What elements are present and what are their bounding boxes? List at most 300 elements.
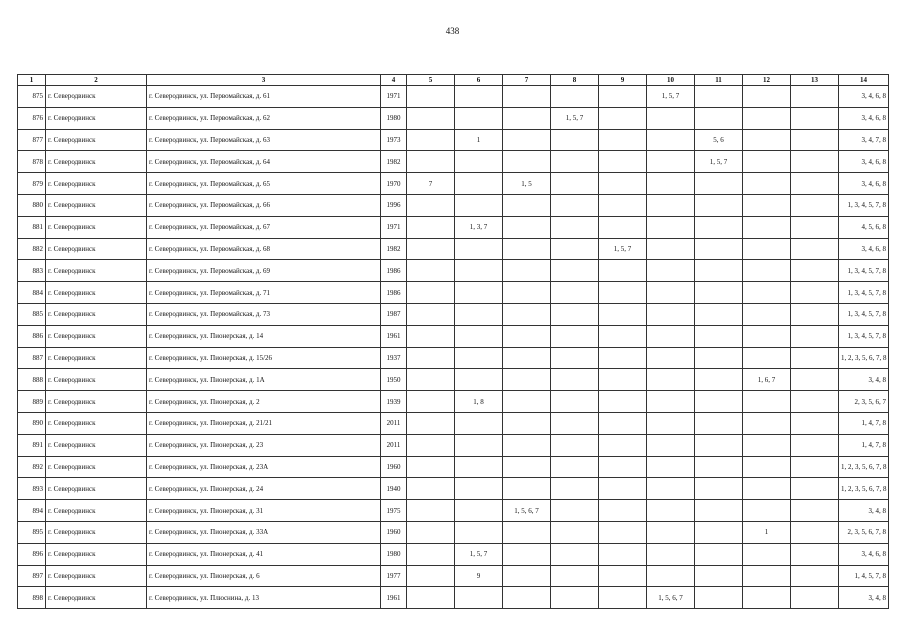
- col8-cell: [551, 434, 599, 456]
- address-cell: г. Северодвинск, ул. Плюснина, д. 13: [147, 587, 381, 609]
- table-row: [18, 391, 889, 413]
- col5-cell: [407, 325, 455, 347]
- col12-cell: [743, 282, 791, 304]
- col7-cell: [503, 325, 551, 347]
- city-cell: г. Северодвинск: [46, 129, 147, 151]
- col12-cell: [743, 86, 791, 108]
- city-cell: г. Северодвинск: [46, 216, 147, 238]
- address-cell: г. Северодвинск, ул. Первомайская, д. 63: [147, 129, 381, 151]
- col8-cell: [551, 456, 599, 478]
- col5-cell: [407, 194, 455, 216]
- col8-cell: [551, 369, 599, 391]
- col7-cell: [503, 369, 551, 391]
- col10-cell: [647, 478, 695, 500]
- city-cell: г. Северодвинск: [46, 325, 147, 347]
- row-number: 878: [18, 151, 46, 173]
- col9-cell: [599, 369, 647, 391]
- col10-cell: [647, 456, 695, 478]
- col7-cell: [503, 216, 551, 238]
- table-body: [18, 86, 889, 609]
- year-cell: 2011: [381, 434, 407, 456]
- col8-cell: [551, 500, 599, 522]
- city-cell: г. Северодвинск: [46, 260, 147, 282]
- col10-cell: [647, 107, 695, 129]
- city-cell: г. Северодвинск: [46, 456, 147, 478]
- city-cell: г. Северодвинск: [46, 173, 147, 195]
- year-cell: 1971: [381, 86, 407, 108]
- year-cell: 1986: [381, 260, 407, 282]
- col5-cell: [407, 412, 455, 434]
- col7-cell: [503, 151, 551, 173]
- table-row: [18, 521, 889, 543]
- col13-cell: [791, 216, 839, 238]
- col9-cell: [599, 456, 647, 478]
- col11-cell: [695, 347, 743, 369]
- address-cell: г. Северодвинск, ул. Пионерская, д. 1А: [147, 369, 381, 391]
- col5-cell: [407, 543, 455, 565]
- col5-cell: [407, 151, 455, 173]
- col10-cell: [647, 347, 695, 369]
- col12-cell: [743, 412, 791, 434]
- city-cell: г. Северодвинск: [46, 194, 147, 216]
- row-number: 886: [18, 325, 46, 347]
- col6-cell: [455, 434, 503, 456]
- col12-cell: [743, 325, 791, 347]
- col13-cell: [791, 151, 839, 173]
- row-number: 890: [18, 412, 46, 434]
- col6-cell: 1: [455, 129, 503, 151]
- table-row: [18, 151, 889, 173]
- col5-cell: 7: [407, 173, 455, 195]
- page-number: 438: [445, 26, 460, 36]
- col10-cell: [647, 129, 695, 151]
- col13-cell: [791, 260, 839, 282]
- col13-cell: [791, 587, 839, 609]
- col6-cell: 1, 3, 7: [455, 216, 503, 238]
- table-row: [18, 434, 889, 456]
- col6-cell: [455, 412, 503, 434]
- address-cell: г. Северодвинск, ул. Первомайская, д. 68: [147, 238, 381, 260]
- col9-cell: [599, 260, 647, 282]
- col6-cell: [455, 521, 503, 543]
- col6-cell: [455, 303, 503, 325]
- col11-cell: [695, 173, 743, 195]
- col9-cell: [599, 151, 647, 173]
- col11-cell: [695, 434, 743, 456]
- col6-cell: [455, 347, 503, 369]
- col11-cell: [695, 521, 743, 543]
- col13-cell: [791, 107, 839, 129]
- col7-cell: 1, 5: [503, 173, 551, 195]
- col14-cell: 1, 2, 3, 5, 6, 7, 8: [839, 478, 889, 500]
- row-number: 887: [18, 347, 46, 369]
- col13-cell: [791, 565, 839, 587]
- col14-cell: 1, 4, 7, 8: [839, 412, 889, 434]
- col14-cell: 1, 3, 4, 5, 7, 8: [839, 282, 889, 304]
- col7-cell: [503, 282, 551, 304]
- col7-cell: [503, 565, 551, 587]
- col8-cell: [551, 260, 599, 282]
- row-number: 891: [18, 434, 46, 456]
- col9-cell: [599, 303, 647, 325]
- col13-cell: [791, 369, 839, 391]
- col8-cell: 1, 5, 7: [551, 107, 599, 129]
- col13-cell: [791, 500, 839, 522]
- col10-cell: [647, 194, 695, 216]
- col8-cell: [551, 347, 599, 369]
- table-row: [18, 347, 889, 369]
- col11-cell: 1, 5, 7: [695, 151, 743, 173]
- address-cell: г. Северодвинск, ул. Пионерская, д. 23: [147, 434, 381, 456]
- year-cell: 1982: [381, 151, 407, 173]
- row-number: 896: [18, 543, 46, 565]
- row-number: 888: [18, 369, 46, 391]
- table-row: [18, 543, 889, 565]
- year-cell: 1961: [381, 325, 407, 347]
- column-header-8: 8: [551, 75, 599, 86]
- col8-cell: [551, 129, 599, 151]
- row-number: 885: [18, 303, 46, 325]
- col11-cell: [695, 391, 743, 413]
- col14-cell: 3, 4, 7, 8: [839, 129, 889, 151]
- col6-cell: 1, 8: [455, 391, 503, 413]
- address-cell: г. Северодвинск, ул. Пионерская, д. 33А: [147, 521, 381, 543]
- col11-cell: [695, 216, 743, 238]
- col7-cell: [503, 434, 551, 456]
- year-cell: 1971: [381, 216, 407, 238]
- col9-cell: [599, 107, 647, 129]
- row-number: 893: [18, 478, 46, 500]
- year-cell: 1940: [381, 478, 407, 500]
- col13-cell: [791, 391, 839, 413]
- col14-cell: 3, 4, 8: [839, 500, 889, 522]
- row-number: 897: [18, 565, 46, 587]
- year-cell: 1960: [381, 456, 407, 478]
- table-row: [18, 129, 889, 151]
- col13-cell: [791, 412, 839, 434]
- city-cell: г. Северодвинск: [46, 478, 147, 500]
- col13-cell: [791, 521, 839, 543]
- col13-cell: [791, 325, 839, 347]
- table-row: [18, 500, 889, 522]
- col14-cell: 1, 2, 3, 5, 6, 7, 8: [839, 347, 889, 369]
- row-number: 880: [18, 194, 46, 216]
- col7-cell: [503, 543, 551, 565]
- col9-cell: [599, 587, 647, 609]
- year-cell: 2011: [381, 412, 407, 434]
- col12-cell: 1: [743, 521, 791, 543]
- col7-cell: [503, 412, 551, 434]
- table-row: [18, 216, 889, 238]
- city-cell: г. Северодвинск: [46, 303, 147, 325]
- col6-cell: [455, 456, 503, 478]
- col14-cell: 1, 4, 5, 7, 8: [839, 565, 889, 587]
- col8-cell: [551, 194, 599, 216]
- col11-cell: [695, 107, 743, 129]
- col13-cell: [791, 434, 839, 456]
- col5-cell: [407, 434, 455, 456]
- row-number: 881: [18, 216, 46, 238]
- table-row: [18, 107, 889, 129]
- year-cell: 1975: [381, 500, 407, 522]
- year-cell: 1986: [381, 282, 407, 304]
- col10-cell: [647, 216, 695, 238]
- column-header-1: 1: [18, 75, 46, 86]
- city-cell: г. Северодвинск: [46, 434, 147, 456]
- table-row: [18, 238, 889, 260]
- col14-cell: 1, 4, 7, 8: [839, 434, 889, 456]
- city-cell: г. Северодвинск: [46, 347, 147, 369]
- col14-cell: 4, 5, 6, 8: [839, 216, 889, 238]
- col6-cell: [455, 282, 503, 304]
- column-header-3: 3: [147, 75, 381, 86]
- col6-cell: [455, 107, 503, 129]
- register-table: [17, 74, 889, 609]
- col10-cell: [647, 282, 695, 304]
- address-cell: г. Северодвинск, ул. Пионерская, д. 31: [147, 500, 381, 522]
- year-cell: 1960: [381, 521, 407, 543]
- col9-cell: [599, 565, 647, 587]
- col10-cell: [647, 412, 695, 434]
- col14-cell: 3, 4, 6, 8: [839, 543, 889, 565]
- col5-cell: [407, 129, 455, 151]
- col10-cell: [647, 260, 695, 282]
- city-cell: г. Северодвинск: [46, 587, 147, 609]
- address-cell: г. Северодвинск, ул. Первомайская, д. 65: [147, 173, 381, 195]
- column-header-5: 5: [407, 75, 455, 86]
- col9-cell: [599, 500, 647, 522]
- col8-cell: [551, 238, 599, 260]
- address-cell: г. Северодвинск, ул. Пионерская, д. 6: [147, 565, 381, 587]
- row-number: 884: [18, 282, 46, 304]
- col5-cell: [407, 478, 455, 500]
- col5-cell: [407, 216, 455, 238]
- col11-cell: [695, 500, 743, 522]
- col7-cell: [503, 521, 551, 543]
- address-cell: г. Северодвинск, ул. Пионерская, д. 21/21: [147, 412, 381, 434]
- column-header-4: 4: [381, 75, 407, 86]
- col5-cell: [407, 238, 455, 260]
- address-cell: г. Северодвинск, ул. Пионерская, д. 14: [147, 325, 381, 347]
- col14-cell: 2, 3, 5, 6, 7: [839, 391, 889, 413]
- year-cell: 1970: [381, 173, 407, 195]
- col8-cell: [551, 587, 599, 609]
- col10-cell: [647, 391, 695, 413]
- col7-cell: [503, 238, 551, 260]
- col11-cell: [695, 412, 743, 434]
- row-number: 879: [18, 173, 46, 195]
- col6-cell: [455, 151, 503, 173]
- col7-cell: [503, 478, 551, 500]
- table-row: [18, 303, 889, 325]
- col6-cell: [455, 173, 503, 195]
- col13-cell: [791, 194, 839, 216]
- col7-cell: [503, 347, 551, 369]
- col12-cell: 1, 6, 7: [743, 369, 791, 391]
- table-row: [18, 282, 889, 304]
- col12-cell: [743, 151, 791, 173]
- year-cell: 1950: [381, 369, 407, 391]
- col8-cell: [551, 391, 599, 413]
- col11-cell: [695, 587, 743, 609]
- col10-cell: [647, 565, 695, 587]
- year-cell: 1982: [381, 238, 407, 260]
- row-number: 882: [18, 238, 46, 260]
- col6-cell: [455, 587, 503, 609]
- col5-cell: [407, 107, 455, 129]
- col9-cell: [599, 282, 647, 304]
- col13-cell: [791, 129, 839, 151]
- col13-cell: [791, 86, 839, 108]
- col14-cell: 1, 2, 3, 5, 6, 7, 8: [839, 456, 889, 478]
- address-cell: г. Северодвинск, ул. Пионерская, д. 24: [147, 478, 381, 500]
- col9-cell: [599, 216, 647, 238]
- col12-cell: [743, 238, 791, 260]
- col6-cell: [455, 194, 503, 216]
- col11-cell: [695, 325, 743, 347]
- col7-cell: [503, 456, 551, 478]
- col14-cell: 1, 3, 4, 5, 7, 8: [839, 303, 889, 325]
- address-cell: г. Северодвинск, ул. Первомайская, д. 61: [147, 86, 381, 108]
- col10-cell: [647, 500, 695, 522]
- address-cell: г. Северодвинск, ул. Пионерская, д. 15/26: [147, 347, 381, 369]
- col7-cell: [503, 194, 551, 216]
- year-cell: 1973: [381, 129, 407, 151]
- col11-cell: [695, 369, 743, 391]
- col14-cell: 1, 3, 4, 5, 7, 8: [839, 325, 889, 347]
- col6-cell: 9: [455, 565, 503, 587]
- row-number: 877: [18, 129, 46, 151]
- col12-cell: [743, 194, 791, 216]
- col9-cell: [599, 194, 647, 216]
- col11-cell: [695, 478, 743, 500]
- col13-cell: [791, 173, 839, 195]
- city-cell: г. Северодвинск: [46, 151, 147, 173]
- col13-cell: [791, 543, 839, 565]
- col9-cell: [599, 391, 647, 413]
- col5-cell: [407, 347, 455, 369]
- table-row: [18, 325, 889, 347]
- col5-cell: [407, 587, 455, 609]
- address-cell: г. Северодвинск, ул. Первомайская, д. 64: [147, 151, 381, 173]
- col10-cell: 1, 5, 6, 7: [647, 587, 695, 609]
- row-number: 895: [18, 521, 46, 543]
- column-header-12: 12: [743, 75, 791, 86]
- col8-cell: [551, 173, 599, 195]
- row-number: 889: [18, 391, 46, 413]
- col7-cell: [503, 129, 551, 151]
- city-cell: г. Северодвинск: [46, 500, 147, 522]
- col11-cell: [695, 543, 743, 565]
- city-cell: г. Северодвинск: [46, 565, 147, 587]
- col9-cell: [599, 86, 647, 108]
- city-cell: г. Северодвинск: [46, 391, 147, 413]
- col8-cell: [551, 86, 599, 108]
- col9-cell: [599, 173, 647, 195]
- address-cell: г. Северодвинск, ул. Пионерская, д. 41: [147, 543, 381, 565]
- col9-cell: [599, 412, 647, 434]
- table-row: [18, 565, 889, 587]
- col12-cell: [743, 216, 791, 238]
- year-cell: 1977: [381, 565, 407, 587]
- col14-cell: 1, 3, 4, 5, 7, 8: [839, 194, 889, 216]
- header-row: [18, 75, 889, 86]
- col12-cell: [743, 434, 791, 456]
- table-row: [18, 369, 889, 391]
- col6-cell: [455, 86, 503, 108]
- col11-cell: [695, 238, 743, 260]
- table-row: [18, 260, 889, 282]
- column-header-7: 7: [503, 75, 551, 86]
- col12-cell: [743, 456, 791, 478]
- table-row: [18, 456, 889, 478]
- col10-cell: 1, 5, 7: [647, 86, 695, 108]
- city-cell: г. Северодвинск: [46, 86, 147, 108]
- col10-cell: [647, 434, 695, 456]
- col12-cell: [743, 303, 791, 325]
- col9-cell: [599, 478, 647, 500]
- col14-cell: 3, 4, 6, 8: [839, 173, 889, 195]
- column-header-2: 2: [46, 75, 147, 86]
- col13-cell: [791, 238, 839, 260]
- col8-cell: [551, 478, 599, 500]
- col14-cell: 3, 4, 6, 8: [839, 238, 889, 260]
- col12-cell: [743, 543, 791, 565]
- col12-cell: [743, 391, 791, 413]
- column-header-9: 9: [599, 75, 647, 86]
- col14-cell: 1, 3, 4, 5, 7, 8: [839, 260, 889, 282]
- col10-cell: [647, 173, 695, 195]
- col12-cell: [743, 107, 791, 129]
- col10-cell: [647, 303, 695, 325]
- col9-cell: [599, 347, 647, 369]
- col12-cell: [743, 129, 791, 151]
- col14-cell: 3, 4, 6, 8: [839, 151, 889, 173]
- table-row: [18, 173, 889, 195]
- address-cell: г. Северодвинск, ул. Первомайская, д. 69: [147, 260, 381, 282]
- col8-cell: [551, 303, 599, 325]
- col6-cell: [455, 478, 503, 500]
- table-row: [18, 86, 889, 108]
- col11-cell: [695, 565, 743, 587]
- col5-cell: [407, 282, 455, 304]
- col7-cell: 1, 5, 6, 7: [503, 500, 551, 522]
- col13-cell: [791, 303, 839, 325]
- column-header-14: 14: [839, 75, 889, 86]
- city-cell: г. Северодвинск: [46, 412, 147, 434]
- table-row: [18, 412, 889, 434]
- col12-cell: [743, 500, 791, 522]
- col5-cell: [407, 303, 455, 325]
- col8-cell: [551, 282, 599, 304]
- col14-cell: 2, 3, 5, 6, 7, 8: [839, 521, 889, 543]
- col14-cell: 3, 4, 8: [839, 587, 889, 609]
- col5-cell: [407, 565, 455, 587]
- col9-cell: [599, 521, 647, 543]
- address-cell: г. Северодвинск, ул. Пионерская, д. 2: [147, 391, 381, 413]
- col8-cell: [551, 543, 599, 565]
- col9-cell: [599, 325, 647, 347]
- col5-cell: [407, 391, 455, 413]
- address-cell: г. Северодвинск, ул. Пионерская, д. 23А: [147, 456, 381, 478]
- year-cell: 1939: [381, 391, 407, 413]
- col13-cell: [791, 478, 839, 500]
- col7-cell: [503, 303, 551, 325]
- row-number: 898: [18, 587, 46, 609]
- year-cell: 1980: [381, 543, 407, 565]
- col10-cell: [647, 369, 695, 391]
- col6-cell: [455, 500, 503, 522]
